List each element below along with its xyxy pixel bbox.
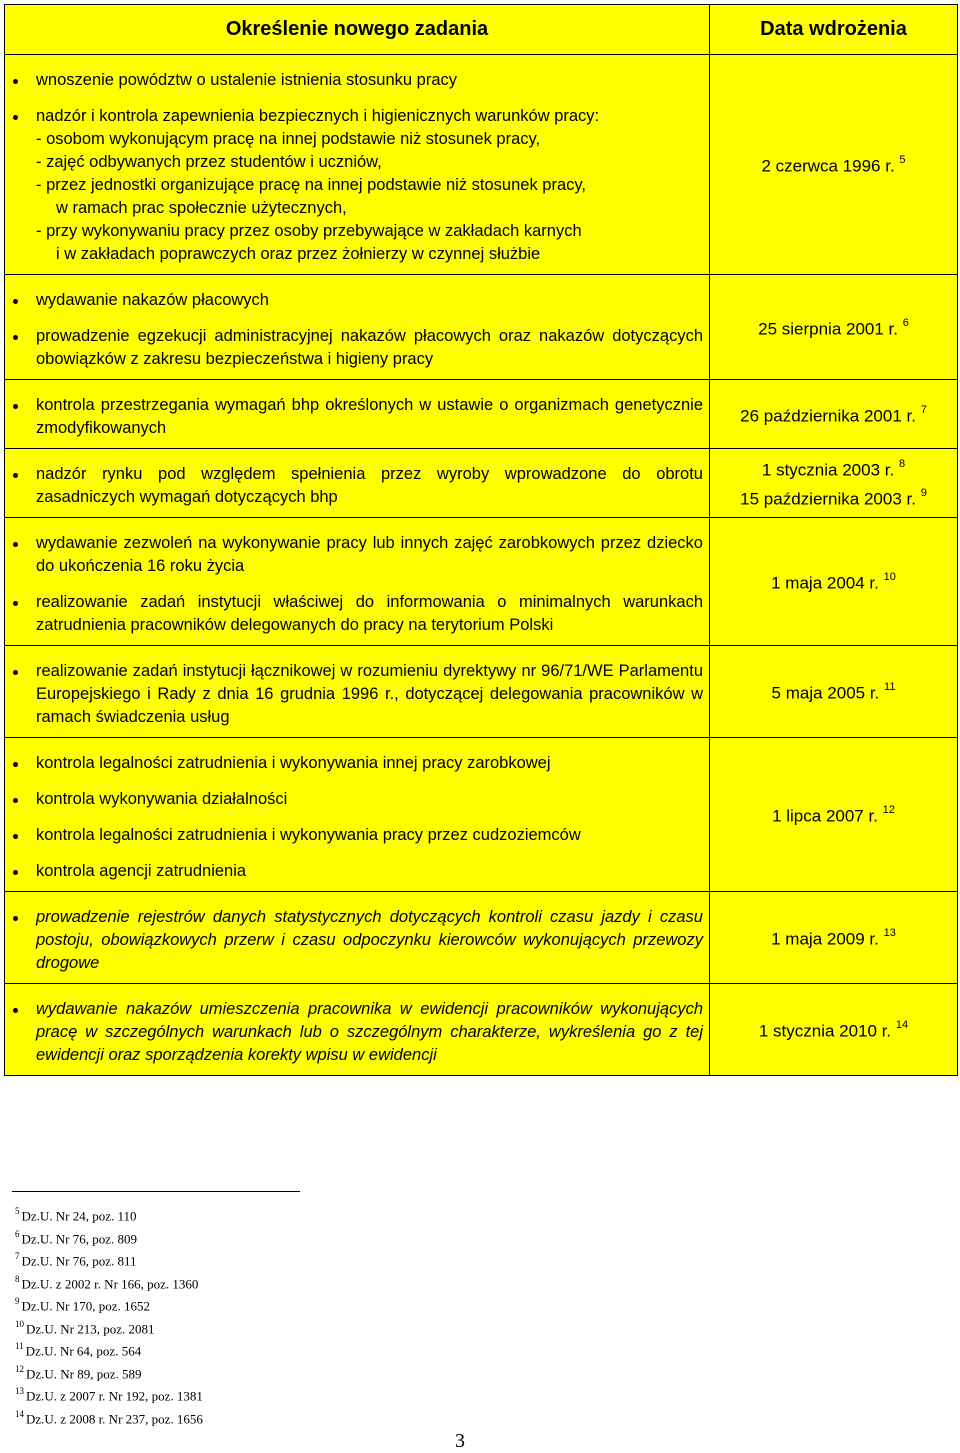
- date-cell: [710, 380, 958, 449]
- footnote-number: 11: [15, 1341, 24, 1352]
- date-text: 1 stycznia 2010 r.: [758, 1021, 892, 1041]
- task-item: [11, 325, 703, 371]
- footnote-text: Dz.U. Nr 89, poz. 589: [26, 1366, 142, 1382]
- page-number: 3: [455, 1430, 465, 1452]
- footnote: [15, 1406, 203, 1429]
- date-cell: [710, 738, 958, 892]
- task-item-text: kontrola legalności zatrudnienia i wykonywania innej pracy zarobkowej: [36, 754, 551, 772]
- footnote-ref: 13: [883, 927, 896, 940]
- footnote: [15, 1338, 203, 1361]
- task-row: [5, 449, 958, 518]
- task-row: [5, 646, 958, 738]
- date-text: 1 stycznia 2003 r.: [761, 461, 895, 480]
- footnote-text: Dz.U. Nr 76, poz. 809: [21, 1230, 138, 1246]
- implementation-date: [710, 567, 957, 596]
- task-item-text: wydawanie nakazów umieszczenia pracownika w ewidencji pracowników wykonujących pracę w szczególnych warunkach lub o szczególnym charakterze, wykreślenia go z tej ewidencji oraz sporządzenia korekty wpisu w ewidencji: [36, 1000, 703, 1064]
- date-text: 2 czerwca 1996 r.: [761, 156, 895, 176]
- tasks-table: [4, 4, 958, 1076]
- footnote-text: Dz.U. z 2007 r. Nr 192, poz. 1381: [26, 1388, 203, 1404]
- footnote-number: 13: [15, 1386, 24, 1397]
- task-item-text: kontrola agencji zatrudnienia: [36, 862, 247, 880]
- footnote-number: 8: [15, 1273, 20, 1284]
- footnote-text: Dz.U. z 2002 r. Nr 166, poz. 1360: [21, 1275, 199, 1291]
- footnote-number: 12: [15, 1363, 24, 1374]
- task-item: [11, 69, 703, 92]
- footnote-number: 10: [15, 1318, 24, 1329]
- footnote-ref: 5: [899, 154, 906, 167]
- implementation-date: [710, 800, 957, 829]
- footnote-number: 14: [15, 1408, 24, 1419]
- task-cell: [5, 55, 710, 275]
- footnote-text: Dz.U. Nr 213, poz. 2081: [26, 1320, 155, 1336]
- date-cell: [710, 984, 958, 1076]
- header-date-column: Data wdrożenia: [710, 5, 958, 55]
- footnote-text: Dz.U. Nr 170, poz. 1652: [21, 1298, 151, 1314]
- task-cell: [5, 518, 710, 646]
- implementation-date: [710, 454, 957, 483]
- implementation-date: [710, 313, 957, 342]
- task-item-text: nadzór i kontrola zapewnienia bezpiecznych i higienicznych warunków pracy:: [36, 107, 600, 125]
- footnote: [15, 1226, 203, 1249]
- task-item-text: kontrola legalności zatrudnienia i wykonywania pracy przez cudzoziemców: [36, 826, 581, 844]
- task-item: [11, 824, 703, 847]
- date-cell: [710, 449, 958, 518]
- date-text: 15 października 2003 r.: [740, 489, 916, 509]
- footnote-separator: [12, 1191, 300, 1192]
- date-text: 1 maja 2009 r.: [771, 929, 879, 949]
- task-cell: [5, 892, 710, 984]
- footnote-text: Dz.U. Nr 76, poz. 811: [21, 1253, 137, 1269]
- date-cell: [710, 892, 958, 984]
- footnote-text: Dz.U. z 2008 r. Nr 237, poz. 1656: [26, 1411, 203, 1427]
- header-row: [5, 5, 958, 55]
- task-item: [11, 860, 703, 883]
- task-item: [11, 532, 703, 578]
- date-text: 26 października 2001 r.: [740, 406, 916, 426]
- task-item-text: wydawanie nakazów płacowych: [36, 291, 269, 309]
- task-subitem: - przez jednostki organizujące pracę na innej podstawie niż stosunek pracy,: [36, 176, 586, 194]
- footnote-ref: 14: [895, 1019, 909, 1032]
- task-item-text: nadzór rynku pod względem spełnienia przez wyroby wprowadzone do obrotu zasadniczych wymagań dotyczących bhp: [36, 465, 703, 506]
- date-text: 5 maja 2005 r.: [771, 683, 880, 703]
- task-item-text: wnoszenie powództw o ustalenie istnienia stosunku pracy: [36, 71, 457, 89]
- task-row: [5, 984, 958, 1076]
- footnote: [15, 1248, 203, 1271]
- task-cell: [5, 646, 710, 738]
- task-item: [11, 463, 703, 509]
- date-cell: [710, 275, 958, 380]
- date-text: 25 sierpnia 2001 r.: [758, 319, 899, 339]
- footnote: [15, 1293, 203, 1316]
- footnote-number: 6: [15, 1228, 20, 1239]
- task-item-text: kontrola wykonywania działalności: [36, 790, 288, 808]
- task-subitem: - zajęć odbywanych przez studentów i uczniów,: [36, 153, 382, 171]
- task-subitem: w ramach prac społecznie użytecznych,: [56, 199, 347, 217]
- task-row: [5, 55, 958, 275]
- task-item: [11, 591, 703, 637]
- implementation-date: [710, 400, 957, 429]
- task-item-text: wydawanie zezwoleń na wykonywanie pracy lub innych zajęć zarobkowych przez dziecko do ukończenia 16 roku życia: [36, 534, 703, 575]
- footnote-ref: 11: [884, 681, 896, 694]
- task-row: [5, 892, 958, 984]
- footnote-ref: 6: [902, 316, 909, 329]
- task-row: [5, 738, 958, 892]
- task-item: [11, 788, 703, 811]
- date-cell: [710, 646, 958, 738]
- task-cell: [5, 449, 710, 518]
- implementation-date: [710, 923, 957, 952]
- task-sublist: [36, 128, 703, 266]
- task-cell: [5, 380, 710, 449]
- date-cell: [710, 518, 958, 646]
- task-item: [11, 906, 703, 975]
- task-item: [11, 394, 703, 440]
- date-text: 1 lipca 2007 r.: [772, 806, 878, 826]
- task-row: [5, 380, 958, 449]
- task-item: [11, 998, 703, 1067]
- task-cell: [5, 984, 710, 1076]
- footnote: [15, 1271, 203, 1294]
- footnote-number: 5: [15, 1206, 20, 1216]
- task-item-text: realizowanie zadań instytucji łącznikowej w rozumieniu dyrektywy nr 96/71/WE Parlamentu Europejskiego i Rady z dnia 16 grudnia 1996 r., dotyczącej delegowania pracowników w ramach świadczenia usług: [36, 662, 703, 726]
- task-row: [5, 518, 958, 646]
- task-cell: [5, 275, 710, 380]
- footnote-number: 9: [15, 1296, 20, 1307]
- task-subitem: i w zakładach poprawczych oraz przez żołnierzy w czynnej służbie: [56, 245, 541, 263]
- tasks-table-body: [5, 5, 958, 1076]
- task-item-text: kontrola przestrzegania wymagań bhp określonych w ustawie o organizmach genetycznie zmodyfikowanych: [36, 396, 703, 437]
- footnote-ref: 12: [882, 804, 895, 817]
- task-item: [11, 752, 703, 775]
- implementation-date: [710, 150, 957, 179]
- footnote-text: Dz.U. Nr 24, poz. 110: [21, 1208, 137, 1224]
- footnote: [15, 1316, 203, 1339]
- footnote: [15, 1383, 203, 1406]
- implementation-date: [710, 1015, 957, 1044]
- footnote-ref: 8: [898, 458, 906, 471]
- footnote: [15, 1361, 203, 1384]
- task-item-text: prowadzenie rejestrów danych statystycznych dotyczących kontroli czasu jazdy i czasu postoju, obowiązkowych przerw i czasu odpoczynku kierowców wykonujących przewozy drogowe: [36, 908, 703, 972]
- task-item-text: prowadzenie egzekucji administracyjnej nakazów płacowych oraz nakazów dotyczących obowiązków z zakresu bezpieczeństwa i higieny pracy: [36, 327, 703, 368]
- footnote-ref: 7: [920, 403, 927, 416]
- task-item: [11, 660, 703, 729]
- header-task-column: Określenie nowego zadania: [5, 5, 710, 55]
- task-item: [11, 289, 703, 312]
- implementation-date: [710, 483, 957, 512]
- task-subitem: - przy wykonywaniu pracy przez osoby przebywające w zakładach karnych: [36, 222, 582, 240]
- task-item-text: realizowanie zadań instytucji właściwej do informowania o minimalnych warunkach zatrudnienia pracowników delegowanych do pracy na terytorium Polski: [36, 593, 703, 634]
- footnote-ref: 9: [920, 487, 927, 499]
- date-cell: [710, 55, 958, 275]
- footnote-ref: 10: [883, 571, 896, 584]
- task-cell: [5, 738, 710, 892]
- implementation-date: [710, 677, 957, 706]
- footnotes: [15, 1203, 203, 1428]
- footnote-number: 7: [15, 1251, 20, 1262]
- task-row: [5, 275, 958, 380]
- date-text: 1 maja 2004 r.: [771, 573, 879, 593]
- footnote-text: Dz.U. Nr 64, poz. 564: [25, 1343, 142, 1359]
- task-item: [11, 105, 703, 266]
- footnote: [15, 1203, 203, 1226]
- task-subitem: - osobom wykonującym pracę na innej podstawie niż stosunek pracy,: [36, 130, 541, 148]
